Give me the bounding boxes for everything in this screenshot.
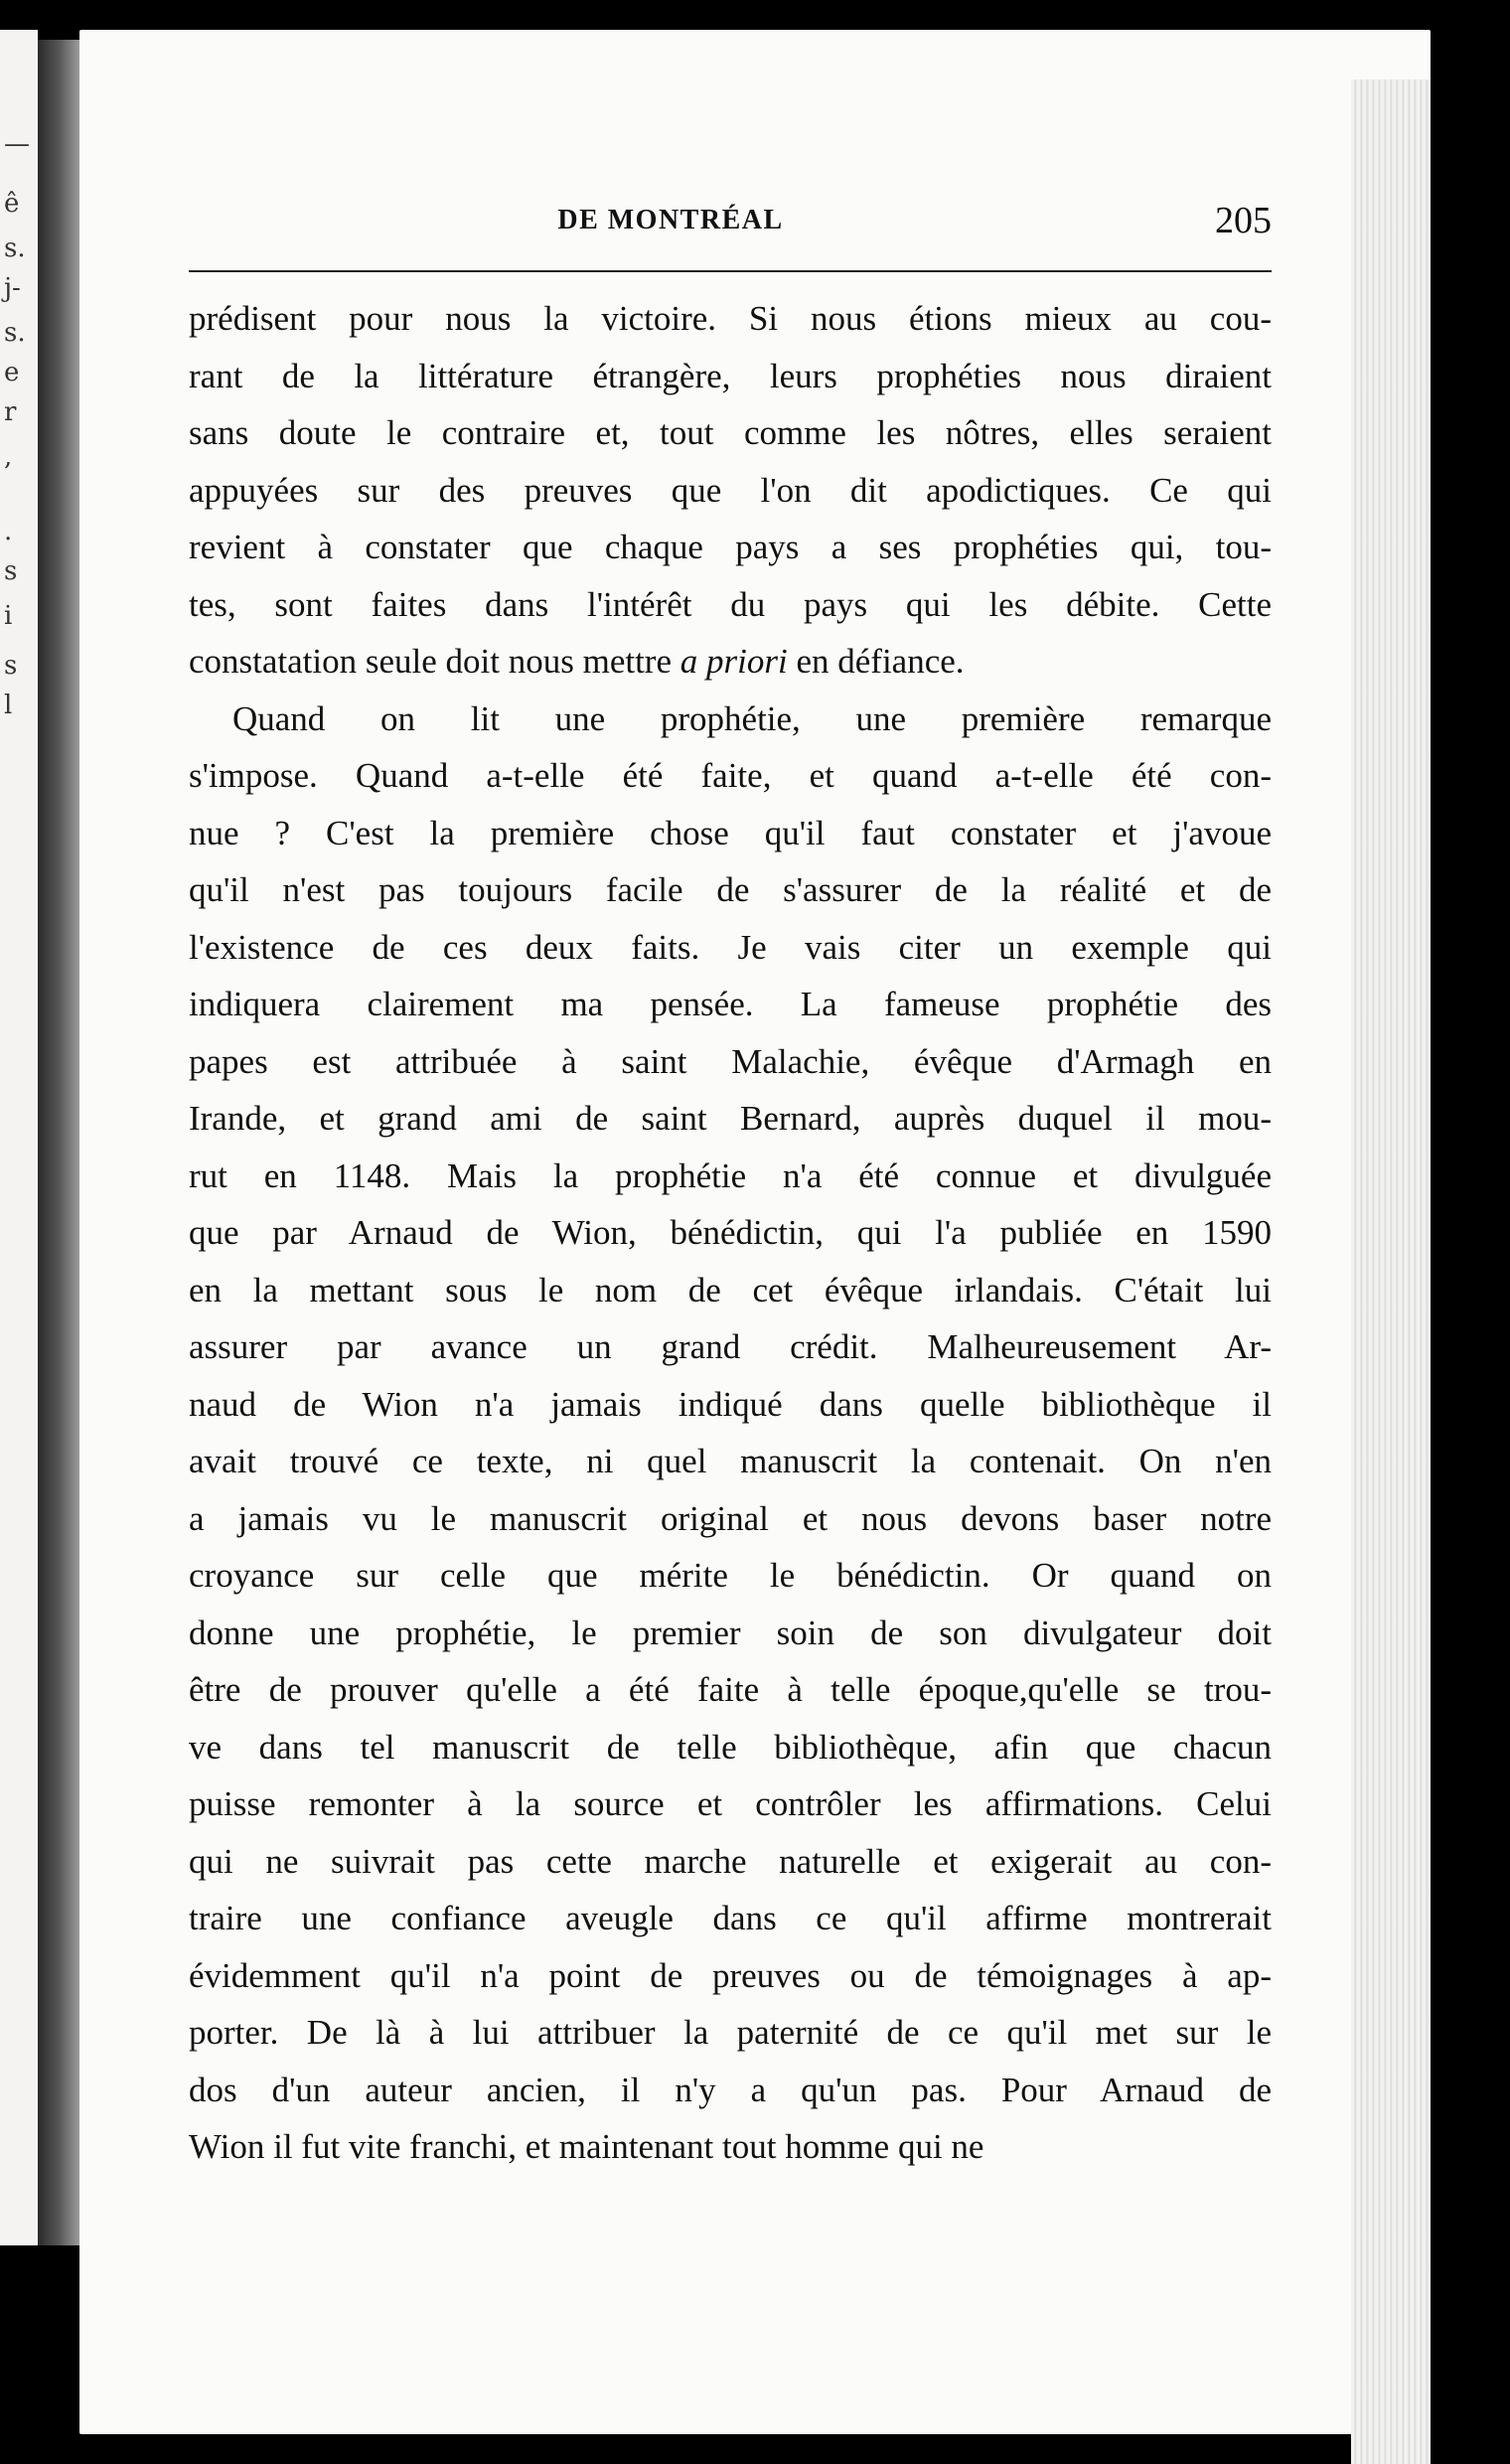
text-line: constatation seule doit nous mettre a priori en défiance. — [189, 642, 965, 681]
header-rule — [189, 270, 1272, 272]
text-line: tes, sont faites dans l'intérêt du pays qui les débite. Cette — [189, 584, 1272, 624]
text-line: prédisent pour nous la victoire. Si nous étions mieux au cou- — [189, 299, 1272, 338]
text-line: Quand on lit une prophétie, une première remarque — [232, 698, 1272, 738]
text-line: donne une prophétie, le premier soin de son divulgateur doit — [189, 1613, 1272, 1652]
facing-page-character: ê — [4, 189, 20, 219]
text-line: Irande, et grand ami de saint Bernard, auprès duquel il mou- — [189, 1099, 1272, 1138]
text-line: en la mettant sous le nom de cet évêque irlandais. C'était lui — [189, 1270, 1272, 1309]
text-line: revient à constater que chaque pays a ses prophéties qui, tou- — [189, 528, 1272, 566]
text-line: porter. De là à lui attribuer la paternité de ce qu'il met sur le — [189, 2013, 1272, 2052]
text-line: qui ne suivrait pas cette marche naturelle et exigerait au con- — [189, 1841, 1272, 1881]
text-line: être de prouver qu'elle a été faite à telle époque,qu'elle se trou- — [189, 1670, 1272, 1709]
running-head — [189, 199, 1272, 248]
facing-page-character: . — [4, 517, 13, 546]
text-line: assurer par avance un grand crédit. Malheureusement Ar- — [189, 1327, 1272, 1366]
facing-page-character: j- — [4, 273, 21, 303]
page-text-block — [189, 199, 1272, 2176]
paragraph — [189, 290, 1272, 691]
facing-page-edge — [0, 30, 38, 2245]
facing-page-character: l — [4, 691, 13, 720]
text-line: que par Arnaud de Wion, bénédictin, qui l'a publiée en 1590 — [189, 1213, 1272, 1252]
text-line: évidemment qu'il n'a point de preuves ou de témoignages à ap- — [189, 1955, 1272, 1995]
book-page — [79, 30, 1431, 2434]
text-line: rant de la littérature étrangère, leurs prophéties nous diraient — [189, 356, 1272, 395]
facing-page-character: s — [4, 556, 18, 586]
facing-page-character: s — [4, 651, 18, 681]
text-line: indiquera clairement ma pensée. La fameuse prophétie des — [189, 985, 1272, 1023]
text-line: naud de Wion n'a jamais indiqué dans quelle bibliothèque il — [189, 1384, 1272, 1424]
text-line: dos d'un auteur ancien, il n'y a qu'un pas. Pour Arnaud de — [189, 2070, 1272, 2109]
italic-phrase: a priori — [680, 642, 788, 681]
facing-page-character: s. — [4, 318, 26, 348]
facing-page-character: — — [4, 129, 30, 159]
paragraph — [189, 691, 1272, 2176]
text-line: ve dans tel manuscrit de telle bibliothèque, afin que chacun — [189, 1727, 1272, 1767]
facing-page-character: i — [4, 601, 13, 631]
facing-page-character: s. — [4, 233, 26, 263]
page-number: 205 — [1215, 200, 1272, 241]
text-line: l'existence de ces deux faits. Je vais citer un exemple qui — [189, 927, 1272, 967]
facing-page-character: e — [4, 358, 20, 387]
text-line: puisse remonter à la source et contrôler les affirmations. Celui — [189, 1784, 1272, 1823]
text-line: Wion il fut vite franchi, et maintenant tout homme qui ne — [189, 2127, 984, 2166]
text-line: appuyées sur des preuves que l'on dit apodictiques. Ce qui — [189, 470, 1272, 510]
text-line: sans doute le contraire et, tout comme les nôtres, elles seraient — [189, 413, 1272, 452]
facing-page-character: , — [4, 442, 13, 472]
text-line: traire une confiance aveugle dans ce qu'il affirme montrerait — [189, 1899, 1272, 1937]
text-line: avait trouvé ce texte, ni quel manuscrit la contenait. On n'en — [189, 1442, 1272, 1480]
text-line: qu'il n'est pas toujours facile de s'assurer de la réalité et de — [189, 870, 1272, 909]
text-line: rut en 1148. Mais la prophétie n'a été connue et divulguée — [189, 1155, 1272, 1195]
text-line: croyance sur celle que mérite le bénédictin. Or quand on — [189, 1556, 1272, 1595]
page-stack-edges — [1351, 79, 1431, 2464]
text-line: nue ? C'est la première chose qu'il faut constater et j'avoue — [189, 813, 1272, 852]
body-text — [189, 290, 1272, 2176]
facing-page-character: r — [4, 397, 17, 427]
text-line: s'impose. Quand a-t-elle été faite, et quand a-t-elle été con- — [189, 756, 1272, 795]
text-line: a jamais vu le manuscrit original et nous devons baser notre — [189, 1498, 1272, 1538]
running-title: DE MONTRÉAL — [557, 205, 784, 235]
text-line: papes est attribuée à saint Malachie, évêque d'Armagh en — [189, 1041, 1272, 1081]
